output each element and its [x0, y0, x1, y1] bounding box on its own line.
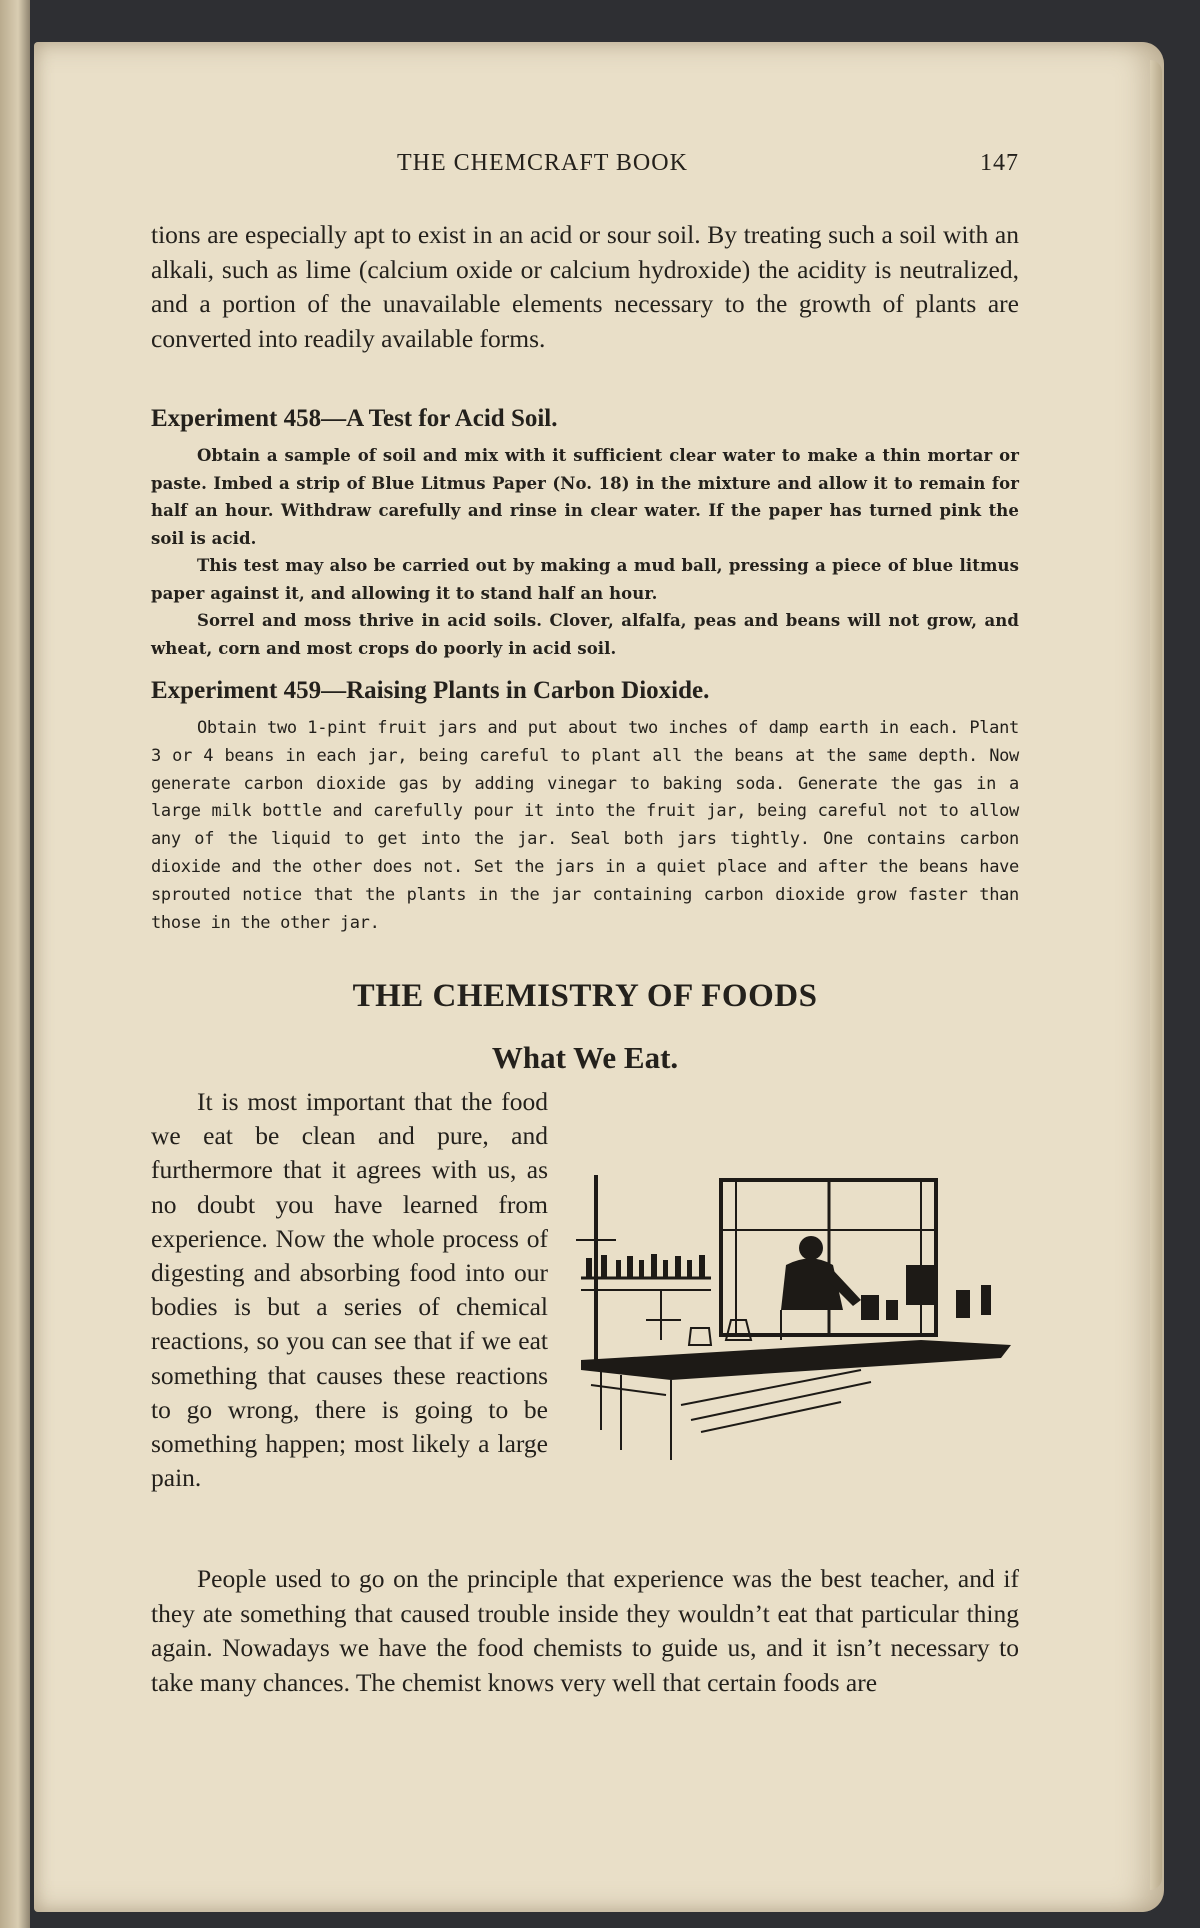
narrow-text-column [151, 1085, 548, 1495]
wide-paragraph: People used to go on the principle that experience was the best teacher, and if they ate something that caused trouble inside they wouldn’t eat that particular thing again. Nowadays we have the food chemists to guide us, and it isn’t necessary to take many chances. The chemist knows very well that certain foods are [151, 1564, 1019, 1697]
adjacent-page-edge [0, 0, 30, 1928]
experiment-459-paragraph: Obtain two 1-pint fruit jars and put about two inches of damp earth in each. Plant 3 or 4 beans in each jar, being careful to plant all the beans at the same depth. Now generate carbon dioxide gas by adding vinegar to baking soda. Generate the gas in a large milk bottle and carefully pour it into the fruit jar, being careful not to allow any of the liquid to get into the jar. Seal both jars tightly. One contains carbon dioxide and the other does not. Set the jars in a quiet place and after the beans have sprouted notice that the plants in the jar containing carbon dioxide grow faster than those in the other jar. [151, 718, 1019, 933]
page-number: 147 [980, 150, 1019, 176]
chemist-laboratory-illustration [561, 1170, 1021, 1470]
section-subtitle: What We Eat. [491, 1040, 679, 1075]
wide-text-column [151, 1562, 1019, 1700]
intro-paragraph: tions are especially apt to exist in an acid or sour soil. By treating such a soil with an alkali, such as lime (calcium oxide or calcium hydroxide) the acidity is neutralized, and a portion of the unavailable elements necessary to the growth of plants are converted into readily available forms. [151, 220, 1019, 353]
running-title: THE CHEMCRAFT BOOK [397, 150, 688, 176]
page-stack-edge [1150, 60, 1162, 1890]
section-title: THE CHEMISTRY OF FOODS [352, 978, 818, 1014]
experiment-459-body [151, 715, 1019, 937]
experiment-458-heading: Experiment 458—A Test for Acid Soil. [151, 405, 558, 432]
running-head [151, 150, 1019, 182]
experiment-459-heading: Experiment 459—Raising Plants in Carbon Dioxide. [151, 677, 710, 704]
intro-block [151, 218, 1019, 356]
experiment-458-body [151, 442, 1019, 662]
experiment-458-paragraph: Obtain a sample of soil and mix with it sufficient clear water to make a thin mortar or paste. Imbed a strip of Blue Litmus Paper (No. 18) in the mixture and allow it to remain for half an hour. Withdraw carefully and rinse in clear water. If the paper has turned pink the soil is acid. [151, 446, 1019, 548]
experiment-458-paragraph: This test may also be carried out by making a mud ball, pressing a piece of blue litmus paper against it, and allowing it to stand half an hour. [151, 556, 1019, 603]
laboratory-drawing [561, 1170, 1021, 1470]
experiment-458-paragraph: Sorrel and moss thrive in acid soils. Clover, alfalfa, peas and beans will not grow, and wheat, corn and most crops do poorly in acid soil. [151, 611, 1019, 658]
narrow-paragraph: It is most important that the food we eat be clean and pure, and furthermore that it agrees with us, as no doubt you have learned from experience. Now the whole process of digesting and absorbing food into our bodies is but a series of chemical reactions, so you can see that if we eat something that causes these reactions to go wrong, there is going to be something happen; most likely a large pain. [151, 1087, 548, 1493]
